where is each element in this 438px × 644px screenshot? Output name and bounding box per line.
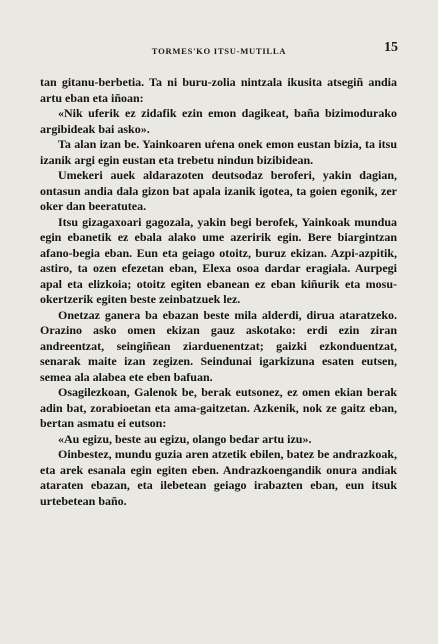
- paragraph-5: Itsu gizagaxoari gagozala, yakin begi berofek, Yainkoak mundua egin ebanetik ez ebala alako ume azeririk egin. Bere biargintzan afano-begia eban. Eun eta geiago otoitz, buruz ekizan. Azpi-azpitik, astiro, ta ozen efezetan eban, Elexa osoa dardar eragiala. Aurpegi apal eta elizkoia; otoitz egiten ebanean ez eban kiñurik eta mosu-okertzerik egiten beste zeinbatzuek lez.: [40, 214, 397, 306]
- paragraph-2: «Nik uferik ez zidafik ezin emon dagikeat, baña bizimodurako argibideak bai asko».: [40, 106, 397, 136]
- paragraph-9: Oinbestez, mundu guzia aren atzetik ebilen, batez be andrazkoak, eta arek esanala egin egiten eben. Andrazkoengandik onura andiak ataraten ebazan, eta ilebetean geiago irabazten eban, eun itsuk urtebetean baño.: [40, 447, 397, 508]
- paragraph-7: Osagilezkoan, Galenok be, berak eutsonez, ez omen ekian berak adin bat, zorabioetan eta ama-gaitzetan. Azkenik, nok ze gaitz eban, bertan asmatu ei eutson:: [40, 385, 397, 430]
- paragraph-8: «Au egizu, beste au egizu, olango bedar artu izu».: [58, 431, 312, 446]
- paragraph-3: Ta alan izan be. Yainkoaren uṙena onek emon eustan bizia, ta itsu izanik argi egin eustan eta trebetu nindun bizibidean.: [40, 137, 397, 167]
- paragraph-4: Umekeri auek aldarazoten deutsodaz beroferi, yakin dagian, ontasun andia dala gizon bat apala izanik igotea, ta goien egonik, zer oker dan beeratutea.: [40, 168, 397, 213]
- page-number: 15: [384, 40, 398, 55]
- page-header: [40, 40, 398, 60]
- body-text: [40, 75, 397, 509]
- paragraph-6: Onetzaz ganera ba ebazan beste mila alderdi, dirua ataratzeko. Orazino asko omen ekizan gauz askotako: erdi ezin ziran andreentzat, seingiñean ziarduenentzat; gaizki ezkonduentzat, senarak maite izan zegizen. Seindunai igarkizuna esaten eutsen, semea ala alabea ete eben bafuan.: [40, 307, 397, 384]
- running-head: TORMES'KO ITSU-MUTILLA: [151, 46, 287, 56]
- paragraph-1: tan gitanu-berbetia. Ta ni buru-zolia nintzala ikusita atsegiñ andia artu eban eta iñoan:: [40, 75, 397, 105]
